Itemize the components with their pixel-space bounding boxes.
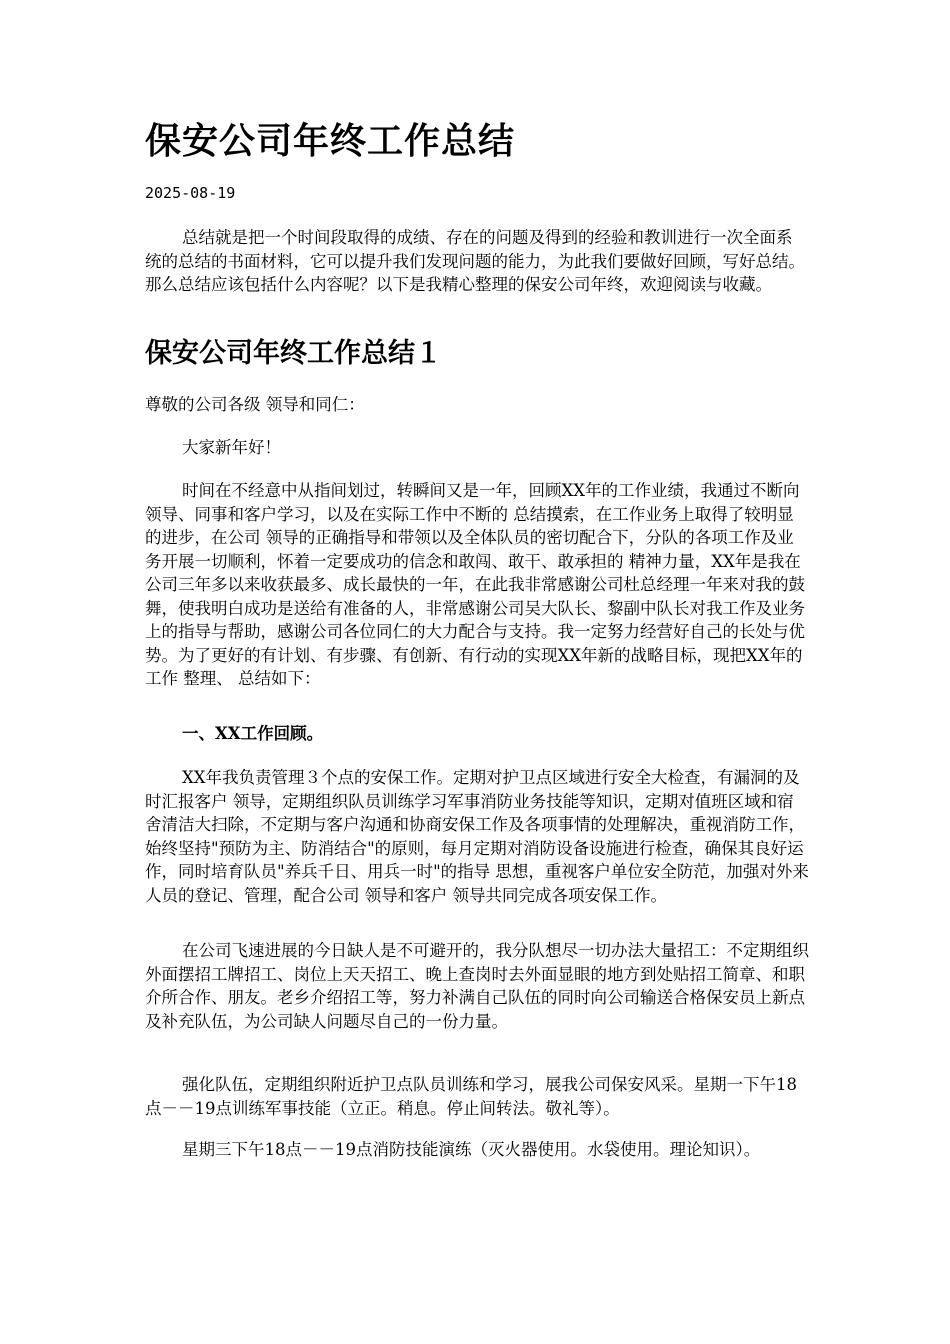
paragraph-work-review-intro: 时间在不经意中从指间划过，转瞬间又是一年，回顾XX年的工作业绩，我通过不断向 领导、同事和客户学习，以及在实际工作中不断的 总结摸索，在工作业务上取得了较明显的进步，在公司 领导的正确指导和带领以及全体队员的密切配合下，分队的各项工作及业务开展一切顺利，怀着一定要成功的信念和敢闯、敢干、敢承担的 精神力量，XX年是我在公司三年多以来收获最多、成长最快的一年，在此我非常感谢公司杜总经理一年来对我的鼓舞，使我明白成功是送给有准备的人，非常感谢公司吴大队长、黎副中队长对我工作及业务上的指导与帮助，感谢公司各位同仁的大力配合与支持。我一定努力经营好自己的长处与优势。为了更好的有计划、有步骤、有创新、有行动的实现XX年新的战略目标，现把XX年的工作 整理、 总结如下： (145, 481, 805, 688)
subheading-work-review: 一、XX工作回顾。 (182, 724, 324, 743)
greeting: 大家新年好！ (182, 438, 281, 457)
paragraph-security-work: XX年我负责管理３个点的安保工作。定期对护卫点区域进行安全大检查，有漏洞的及时汇报客户 领导，定期组织队员训练学习军事消防业务技能等知识，定期对值班区域和宿舍清洁大扫除，不定期与客户沟通和协商安保工作及各项事情的处理解决，重视消防工作，始终坚持"预防为主、防消结合"的原则，每月定期对消防设备设施进行检查，确保其良好运作，同时培育队员"养兵千日、用兵一时"的指导 思想，重视客户单位安全防范，加强对外来人员的登记、管理，配合公司 领导和客户 领导共同完成各项安保工作。 (145, 768, 809, 905)
document-title: 保安公司年终工作总结 (145, 120, 516, 162)
paragraph-recruitment: 在公司飞速进展的今日缺人是不可避开的，我分队想尽一切办法大量招工：不定期组织外面摆招工牌招工、岗位上天天招工、晚上查岗时去外面显眼的地方到处贴招工简章、和职介所合作、朋友。老乡介绍招工等，努力补满自己队伍的同时向公司输送合格保安员上新点及补充队伍，为公司缺人问题尽自己的一份力量。 (145, 941, 809, 1031)
section-heading: 保安公司年终工作总结１ (145, 338, 442, 369)
publish-date: 2025-08-19 (145, 184, 236, 202)
paragraph-fire-drill: 星期三下午18点－－19点消防技能演练（灭火器使用。水袋使用。理论知识）。 (182, 1140, 761, 1159)
intro-paragraph: 总结就是把一个时间段取得的成绩、存在的问题及得到的经验和教训进行一次全面系统的总结的书面材料，它可以提升我们发现问题的能力，为此我们要做好回顾，写好总结。那么总结应该包括什么内容呢？以下是我精心整理的保安公司年终，欢迎阅读与收藏。 (145, 228, 805, 294)
salutation: 尊敬的公司各级 领导和同仁： (145, 395, 365, 414)
paragraph-training: 强化队伍，定期组织附近护卫点队员训练和学习，展我公司保安风采。星期一下午18点－－19点训练军事技能（立正。稍息。停止间转法。敬礼等）。 (145, 1075, 797, 1118)
